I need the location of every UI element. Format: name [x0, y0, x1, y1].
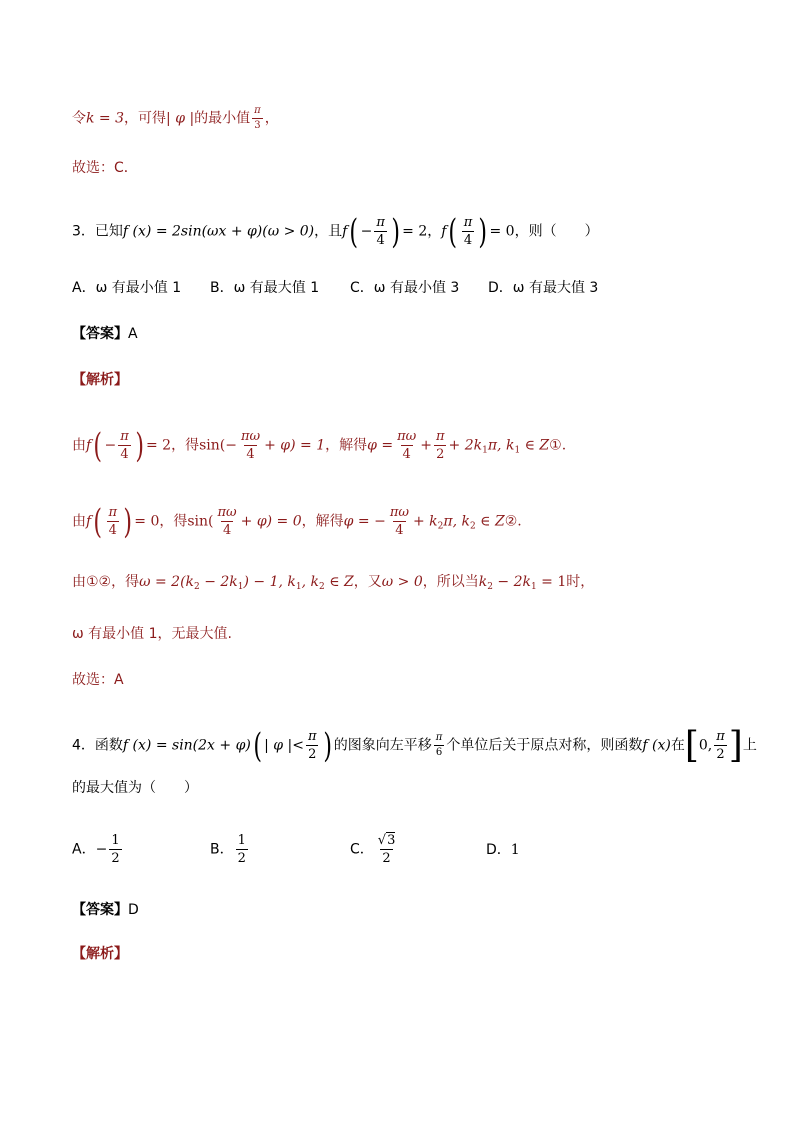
right-paren: ) [478, 211, 488, 252]
solution-step-1 [72, 425, 567, 466]
math-w-pos: ω > 0 [381, 574, 423, 590]
text-de: ，得 [159, 513, 188, 530]
text-jd: ，解得 [325, 437, 368, 454]
q4-option-b[interactable]: B． $\frac{1}{2}$ [210, 833, 246, 866]
text-end: . [561, 437, 567, 454]
left-paren: ( [448, 211, 458, 252]
question-3 [72, 211, 599, 252]
fraction-piw-4: $\frac{\pi\omega}{4}$ [397, 429, 417, 462]
question-4 [72, 724, 757, 766]
plus-sign: + [420, 437, 432, 454]
q4-option-c[interactable]: C． $\frac{√3}{2}$ [350, 833, 396, 866]
comma: ， [427, 223, 442, 240]
fraction-pi-2: $\frac{\pi}{2}$ [307, 729, 317, 762]
math-k-eq: k = 3 [86, 110, 125, 127]
right-paren: ) [135, 425, 144, 466]
q3-option-d[interactable]: D．ω 有最大值 3 [488, 280, 599, 296]
fraction-pi-4: $\frac{\pi}{4}$ [463, 215, 473, 248]
math-tail: + 2k [448, 437, 483, 454]
math-comma: , k [301, 574, 320, 590]
question-4-cont: 的最大值为（ ） [72, 780, 198, 796]
text-mid2: ，所以当 [422, 574, 479, 590]
q3-f1: f [342, 223, 348, 240]
fraction-pi-3: $\frac{\pi}{3}$ [254, 105, 261, 131]
fraction-pi-4: $\frac{\pi}{4}$ [120, 429, 129, 462]
text-de: ，得 [171, 437, 200, 454]
q3-function: f (x) = 2sin(ωx + φ)(ω > 0) [122, 223, 315, 240]
q4-shang: 上 [742, 737, 757, 754]
circled-2: ② [504, 513, 518, 530]
fraction-pi-4: $\frac{\pi}{4}$ [376, 215, 385, 248]
fraction-sqrt3-2: $\frac{√3}{2}$ [377, 833, 396, 866]
subscript: 2 [319, 582, 325, 592]
fraction-pi-4: $\frac{\pi}{4}$ [108, 505, 117, 538]
q4-zai: 在 [670, 737, 685, 754]
q3-label: 3．已知 [72, 223, 123, 240]
math-f: f [86, 437, 92, 454]
fraction-piw-4: $\frac{\pi\omega}{4}$ [217, 505, 237, 538]
text-mid: ，可得 [124, 110, 167, 127]
right-paren: ) [322, 725, 332, 766]
subscript: 2 [487, 582, 493, 592]
q3-option-b[interactable]: B．ω 有最大值 1 [210, 280, 320, 296]
subscript: 1 [482, 445, 488, 456]
math-in-z: ∈ Z [324, 574, 354, 590]
q4-option-a[interactable]: A．− $\frac{1}{2}$ [72, 833, 120, 866]
minus-sign: − [104, 437, 117, 454]
answer-label: 【答案】 [72, 902, 128, 918]
q3-option-a[interactable]: A．ω 有最小值 1 [72, 280, 182, 296]
q3-f1-val: = 2 [402, 223, 428, 240]
left-paren: ( [93, 425, 103, 466]
text-end: ， [264, 110, 279, 127]
q3-option-c[interactable]: C．ω 有最小值 3 [350, 280, 460, 296]
subscript: 2 [469, 521, 476, 532]
fraction-pi-2: $\frac{\pi}{2}$ [435, 429, 445, 462]
q3-analysis-label: 【解析】 [72, 372, 128, 388]
subscript: 2 [437, 521, 444, 532]
answer-value: A [128, 326, 138, 342]
text-mid: ，又 [353, 574, 382, 590]
math-pi: π, k [487, 437, 515, 454]
fraction-pi-2: $\frac{\pi}{2}$ [716, 729, 725, 762]
math-eq2: ) − 1, k [243, 574, 296, 590]
text-jd: ，解得 [301, 513, 344, 530]
math-phi-abs: | φ | [166, 110, 195, 127]
sqrt-icon: √ [377, 833, 387, 848]
right-paren: ) [123, 501, 132, 542]
q4-mid: 的图象向左平移 [333, 737, 432, 754]
q4-options [72, 834, 520, 865]
text-end: . [517, 513, 522, 530]
math-in-z: ∈ Z [520, 437, 550, 454]
text-you: 由 [72, 513, 86, 530]
circled-1: ① [549, 437, 562, 454]
math-in-z: ∈ Z [475, 513, 505, 530]
q3-tail: ，则（ ） [514, 223, 599, 240]
answer-choice-a: 故选：A [72, 672, 124, 688]
right-paren: ) [391, 211, 400, 252]
answer-label: 【答案】 [72, 326, 128, 342]
math-eq3: = 1 [536, 574, 567, 590]
fraction-pi-6: $\frac{\pi}{6}$ [435, 732, 443, 758]
q4-label: 4．函数 [72, 737, 123, 754]
math-val: = 2 [146, 437, 172, 454]
math-phi-eq: φ = − [343, 513, 386, 530]
q3-options [72, 278, 598, 298]
q4-analysis-label: 【解析】 [72, 946, 128, 962]
q3-f2-val: = 0 [489, 223, 515, 240]
q4-answer [72, 900, 139, 920]
text-pre: 由①②，得 [72, 574, 140, 590]
math-k: k [478, 574, 488, 590]
q3-answer [72, 324, 138, 344]
left-paren: ( [253, 725, 262, 766]
fraction-piw-4: $\frac{\pi\omega}{4}$ [240, 429, 261, 462]
q4-mid2: 个单位后关于原点对称，则函数 [446, 737, 643, 754]
math-minus: − 2k [199, 574, 238, 590]
text-prefix: 令 [72, 110, 86, 127]
q4-option-d[interactable]: D．1 [486, 841, 520, 858]
math-tail: + k [412, 513, 438, 530]
subscript: 1 [514, 445, 521, 456]
right-bracket: ] [728, 724, 743, 766]
answer-choice-c: 故选：C． [72, 160, 138, 176]
math-sin-post: + φ) = 0 [240, 513, 302, 530]
math-sin: sin( [187, 513, 214, 530]
math-eq1: ω = 2(k [139, 574, 195, 590]
q4-abs: | φ |< [264, 737, 304, 754]
text-end: 时， [566, 574, 595, 590]
solution-step-2 [72, 501, 522, 542]
interval-left: 0, [698, 737, 713, 754]
solution-step-4: ω 有最小值 1，无最大值. [72, 626, 232, 642]
left-paren: ( [93, 501, 103, 542]
text-suffix: 的最小值 [194, 110, 251, 127]
left-bracket: [ [684, 724, 699, 766]
math-sin-post: + φ) = 1 [264, 437, 326, 454]
solution-line-k3 [72, 106, 279, 131]
left-paren: ( [349, 211, 359, 252]
math-minus-k: − 2k [492, 574, 531, 590]
math-pi: π, k [443, 513, 470, 530]
subscript: 1 [295, 582, 302, 592]
text-you: 由 [72, 437, 86, 454]
math-phi-eq: φ = [367, 437, 394, 454]
fraction-1-2: $\frac{1}{2}$ [111, 833, 120, 866]
fraction-piw-4: $\frac{\pi\omega}{4}$ [389, 505, 409, 538]
math-f: f [86, 513, 92, 530]
answer-value: D [128, 902, 139, 918]
subscript: 1 [530, 582, 537, 592]
q3-f2: f [441, 223, 447, 240]
math-sin: sin(− [199, 437, 237, 454]
subscript: 1 [237, 582, 244, 592]
q4-function: f (x) = sin(2x + φ) [122, 737, 251, 754]
math-val: = 0 [134, 513, 160, 530]
subscript: 2 [194, 582, 200, 592]
q4-fx2: f (x) [642, 737, 671, 754]
solution-step-3 [72, 572, 594, 597]
q3-and: ，且 [314, 223, 343, 240]
minus-sign: − [360, 223, 373, 240]
fraction-1-2: $\frac{1}{2}$ [237, 833, 246, 866]
